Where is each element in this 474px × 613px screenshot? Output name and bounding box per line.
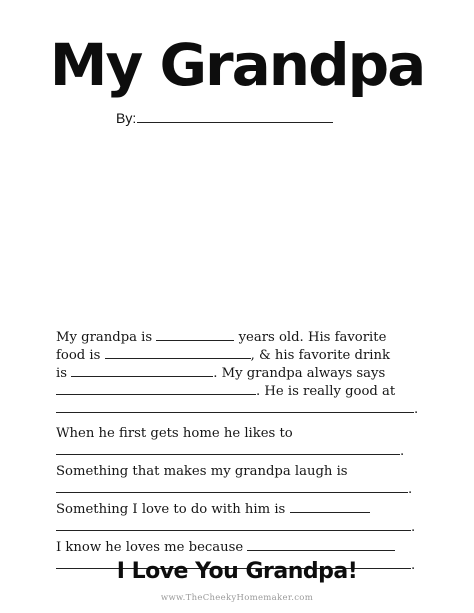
period: . (411, 520, 416, 535)
prompt-line-loves-me (56, 539, 426, 557)
footer-title: I Love You Grandpa! (116, 559, 358, 584)
laugh-blank[interactable] (56, 481, 408, 493)
prompt-line-laugh-answer (56, 481, 426, 499)
website-watermark: www.TheCheekyHomemaker.com (160, 593, 314, 603)
prompt-line-laugh (56, 463, 426, 481)
favorite-food-blank[interactable] (105, 347, 251, 359)
favorite-drink-blank[interactable] (71, 365, 213, 377)
prompt-text: Something I love to do with him is (56, 502, 286, 517)
age-blank[interactable] (156, 329, 234, 341)
prompt-text: . He is really good at (256, 384, 396, 399)
worksheet-prompts (56, 329, 426, 575)
by-label: By: (116, 110, 137, 126)
period: . (414, 402, 419, 417)
period: . (411, 558, 416, 573)
prompt-line-drink (56, 365, 426, 383)
prompt-text: Something that makes my grandpa laugh is (56, 464, 348, 479)
author-blank[interactable] (137, 111, 333, 123)
period: . (400, 444, 405, 459)
prompt-line-love-to-do (56, 501, 426, 519)
love-to-do-blank[interactable] (290, 501, 370, 513)
prompt-line-home-answer (56, 443, 426, 461)
period: . (408, 482, 413, 497)
loves-me-blank[interactable] (247, 539, 395, 551)
prompt-line-age (56, 329, 426, 347)
prompt-text: My grandpa is (56, 330, 153, 345)
prompt-text: is (56, 366, 67, 381)
prompt-text: I know he loves me because (56, 540, 244, 555)
good-at-blank[interactable] (56, 401, 414, 413)
prompt-text: , & his favorite drink (250, 348, 390, 363)
always-says-blank[interactable] (56, 383, 256, 395)
page-title: My Grandpa (49, 31, 425, 99)
author-line (116, 110, 333, 126)
prompt-text: . My grandpa always says (213, 366, 386, 381)
prompt-line-good-at (56, 401, 426, 419)
prompt-line-food (56, 347, 426, 365)
prompt-text: When he first gets home he likes to (56, 426, 293, 441)
home-likes-blank[interactable] (56, 443, 400, 455)
prompt-line-says (56, 383, 426, 401)
prompt-text: food is (56, 348, 101, 363)
prompt-text: years old. His favorite (238, 330, 387, 345)
love-to-do-blank-2[interactable] (56, 519, 411, 531)
prompt-line-love-to-do-answer (56, 519, 426, 537)
prompt-line-home (56, 425, 426, 443)
